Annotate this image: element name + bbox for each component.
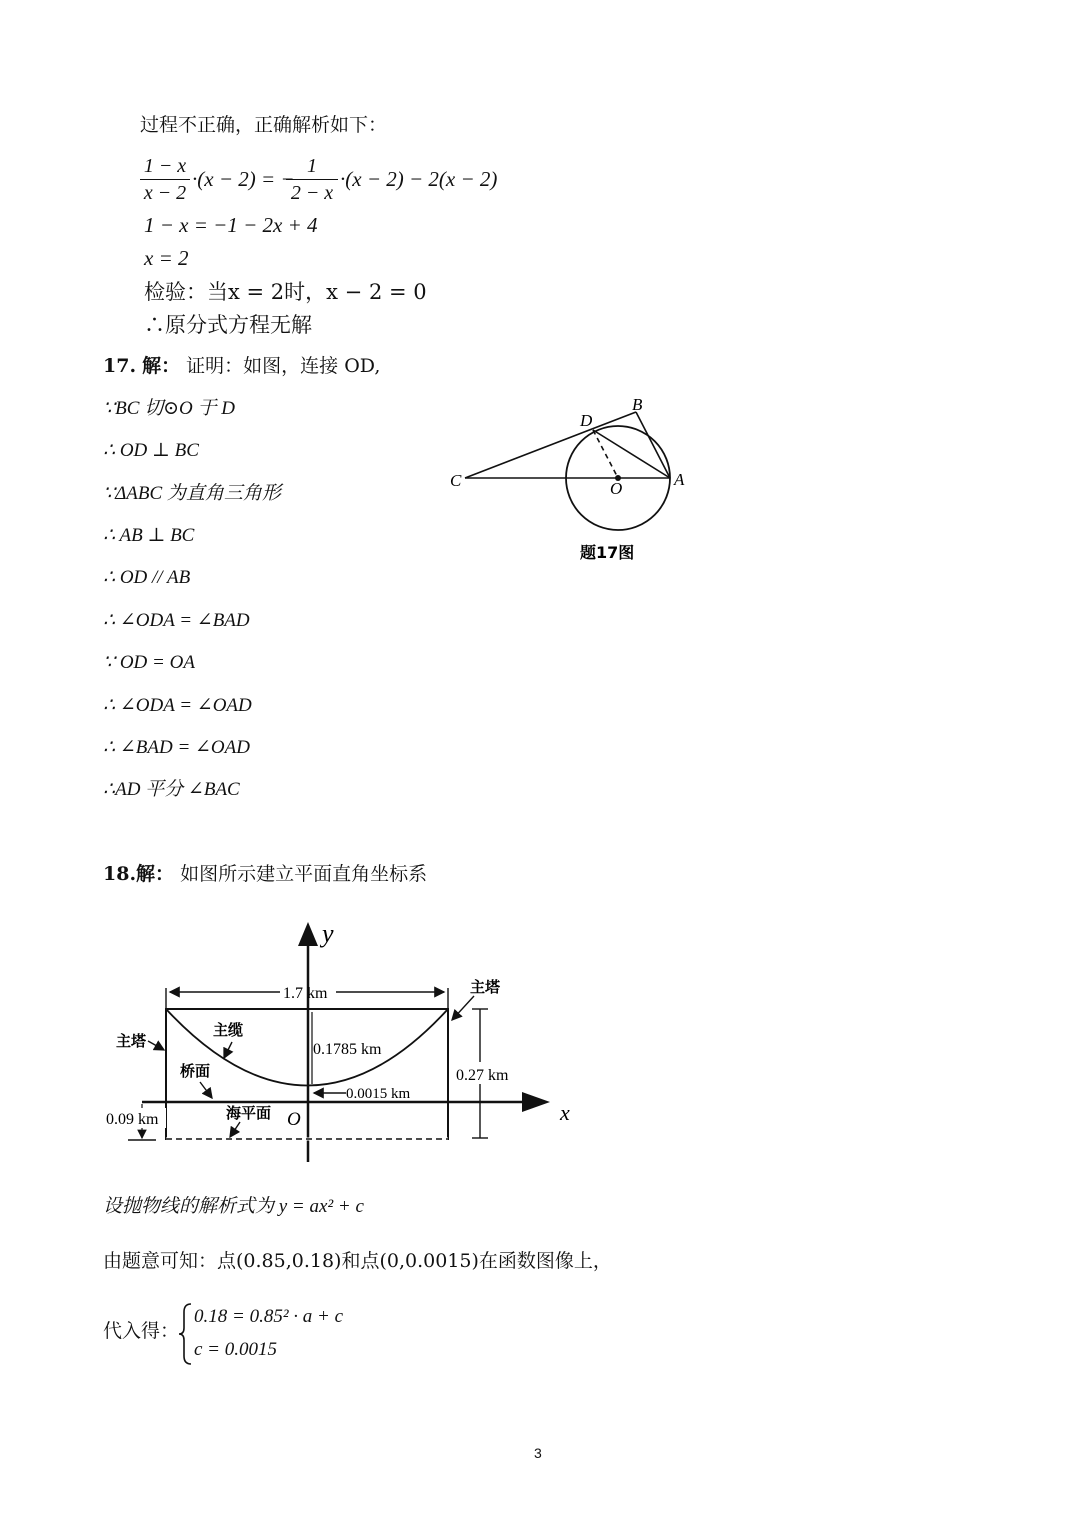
- proof-step-4: ∴ AB ⊥ BC: [103, 525, 195, 546]
- system-brace: [178, 1302, 194, 1366]
- parabola-setup: 设抛物线的解析式为 y = ax² + c: [103, 1196, 364, 1217]
- x-axis-arrow: [522, 1092, 550, 1112]
- label-a: A: [674, 470, 685, 489]
- tower-height-label: 0.27 km: [456, 1067, 509, 1084]
- proof-step-1: ∵BC 切⊙O 于 D: [103, 398, 235, 419]
- problem-18-header: [103, 865, 427, 884]
- proof-step-10: ∴AD 平分 ∠BAC: [103, 779, 240, 800]
- label-o: O: [610, 479, 623, 498]
- fraction-2: [286, 153, 338, 206]
- system-equation-1: 0.18 = 0.85² · a + c: [194, 1306, 344, 1327]
- page-number: 3: [534, 1445, 542, 1461]
- fraction-1-denominator: x − 2: [143, 182, 187, 204]
- problem-17-intro: 证明：如图，连接 OD,: [186, 355, 381, 377]
- problem-17-header: [103, 357, 380, 376]
- tower-right-label: 主塔: [470, 978, 501, 996]
- figure-17-caption: 题17图: [580, 543, 635, 562]
- span-label: 1.7 km: [283, 985, 328, 1002]
- proof-step-2: ∴ OD ⊥ BC: [103, 440, 199, 461]
- figure-18: [100, 912, 580, 1172]
- bridge-deck-label: 桥面: [180, 1062, 211, 1080]
- line-cb: [465, 412, 636, 478]
- x-axis-label: x: [560, 1100, 570, 1125]
- deck-height-label: 0.09 km: [106, 1111, 159, 1128]
- center-height-label: 0.1785 km: [313, 1041, 382, 1058]
- intro-text: 过程不正确，正确解析如下：: [140, 114, 388, 136]
- check-line: 检验：当x = 2时，x − 2 = 0: [144, 280, 427, 304]
- proof-step-5: ∴ OD // AB: [103, 567, 191, 588]
- low-point-label: 0.0015 km: [346, 1086, 411, 1102]
- equation-line-3: x = 2: [144, 246, 189, 270]
- problem-18-label: 18.解：: [103, 863, 175, 885]
- proof-step-3: ∵ΔABC 为直角三角形: [103, 483, 281, 504]
- system-equation-2: c = 0.0015: [194, 1339, 278, 1360]
- figure-17: [440, 390, 700, 575]
- main-cable-label: 主缆: [213, 1021, 244, 1039]
- equation-part-a: ·(x − 2) = −: [192, 167, 295, 191]
- fraction-1-numerator: 1 − x: [140, 153, 190, 180]
- sea-level-label: 海平面: [226, 1104, 272, 1122]
- label-b: B: [632, 395, 643, 414]
- proof-step-9: ∴ ∠BAD = ∠OAD: [103, 737, 250, 758]
- proof-step-7: ∵ OD = OA: [103, 652, 195, 673]
- conclusion-line: ∴原分式方程无解: [144, 313, 312, 337]
- origin-label: O: [287, 1109, 301, 1130]
- equation-part-b: ·(x − 2) − 2(x − 2): [340, 167, 498, 191]
- proof-step-6: ∴ ∠ODA = ∠BAD: [103, 610, 250, 631]
- y-axis-label: y: [322, 919, 334, 948]
- tower-left-label: 主塔: [116, 1032, 147, 1050]
- fraction-2-denominator: 2 − x: [290, 182, 334, 204]
- proof-step-8: ∴ ∠ODA = ∠OAD: [103, 695, 252, 716]
- problem-17-number: 17.: [103, 355, 137, 377]
- substitute-label: 代入得：: [103, 1320, 180, 1342]
- y-axis-arrow: [298, 922, 318, 946]
- fraction-1: [140, 153, 190, 206]
- problem-18-intro: 如图所示建立平面直角坐标系: [180, 863, 428, 885]
- label-c: C: [450, 471, 462, 490]
- equation-line-2: 1 − x = −1 − 2x + 4: [144, 213, 318, 237]
- given-points: 由题意可知：点(0.85,0.18)和点(0,0.0015)在函数图像上，: [103, 1250, 612, 1272]
- label-d: D: [580, 411, 593, 430]
- fraction-2-numerator: 1: [286, 153, 338, 180]
- problem-17-label: 解：: [142, 355, 181, 377]
